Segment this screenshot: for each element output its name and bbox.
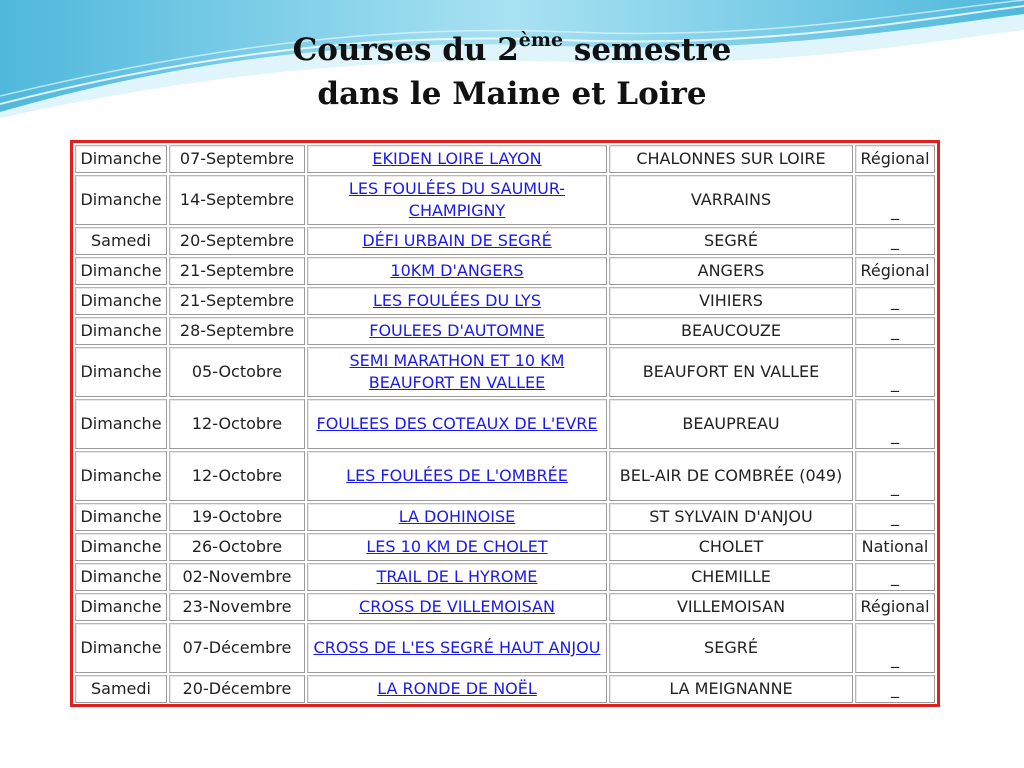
cell-level: _ — [855, 451, 935, 501]
table-row — [75, 175, 935, 225]
cell-race-name — [307, 451, 607, 501]
cell-place: LA MEIGNANNE — [609, 675, 853, 703]
cell-date: 07-Septembre — [169, 145, 305, 173]
title-line-2: dans le Maine et Loire — [317, 76, 707, 112]
cell-level: _ — [855, 399, 935, 449]
cell-date: 14-Septembre — [169, 175, 305, 225]
cell-day: Samedi — [75, 675, 167, 703]
cell-day: Dimanche — [75, 145, 167, 173]
cell-day: Samedi — [75, 227, 167, 255]
cell-race-name — [307, 533, 607, 561]
race-link[interactable]: LES 10 KM DE CHOLET — [366, 537, 548, 556]
cell-race-name — [307, 399, 607, 449]
race-link[interactable]: CROSS DE L'ES SEGRÉ HAUT ANJOU — [313, 638, 601, 657]
cell-day: Dimanche — [75, 503, 167, 531]
cell-date: 26-Octobre — [169, 533, 305, 561]
table-row — [75, 317, 935, 345]
cell-place: SEGRÉ — [609, 623, 853, 673]
cell-level: _ — [855, 317, 935, 345]
cell-level: Régional — [855, 257, 935, 285]
cell-place: CHOLET — [609, 533, 853, 561]
table-row — [75, 399, 935, 449]
cell-place: SEGRÉ — [609, 227, 853, 255]
cell-place: BEAUPREAU — [609, 399, 853, 449]
table-row — [75, 675, 935, 703]
cell-place: VARRAINS — [609, 175, 853, 225]
table-row — [75, 257, 935, 285]
cell-day: Dimanche — [75, 317, 167, 345]
cell-level: _ — [855, 175, 935, 225]
cell-date: 28-Septembre — [169, 317, 305, 345]
race-link[interactable]: FOULEES DES COTEAUX DE L'EVRE — [316, 414, 598, 433]
cell-race-name — [307, 563, 607, 591]
race-link[interactable]: CROSS DE VILLEMOISAN — [359, 597, 555, 616]
cell-date: 05-Octobre — [169, 347, 305, 397]
cell-date: 19-Octobre — [169, 503, 305, 531]
race-link[interactable]: LA RONDE DE NOËL — [377, 679, 537, 698]
cell-place: BEAUCOUZE — [609, 317, 853, 345]
cell-place: BEAUFORT EN VALLEE — [609, 347, 853, 397]
race-link[interactable]: SEMI MARATHON ET 10 KM BEAUFORT EN VALLEE — [349, 351, 565, 392]
cell-day: Dimanche — [75, 399, 167, 449]
cell-race-name — [307, 287, 607, 315]
cell-day: Dimanche — [75, 563, 167, 591]
table-row — [75, 287, 935, 315]
cell-day: Dimanche — [75, 533, 167, 561]
cell-place: CHALONNES SUR LOIRE — [609, 145, 853, 173]
table-row — [75, 451, 935, 501]
cell-level: Régional — [855, 593, 935, 621]
cell-date: 23-Novembre — [169, 593, 305, 621]
table-row — [75, 533, 935, 561]
table-row — [75, 347, 935, 397]
race-link[interactable]: DÉFI URBAIN DE SEGRÉ — [362, 231, 552, 250]
cell-day: Dimanche — [75, 593, 167, 621]
cell-race-name — [307, 623, 607, 673]
table-row — [75, 145, 935, 173]
cell-place: ANGERS — [609, 257, 853, 285]
table-row — [75, 563, 935, 591]
race-link[interactable]: LES FOULÉES DU LYS — [373, 291, 541, 310]
races-table — [73, 143, 937, 705]
cell-race-name — [307, 503, 607, 531]
cell-race-name — [307, 227, 607, 255]
cell-level: Régional — [855, 145, 935, 173]
race-link[interactable]: LA DOHINOISE — [398, 507, 516, 526]
table-row — [75, 623, 935, 673]
cell-date: 02-Novembre — [169, 563, 305, 591]
table-row — [75, 227, 935, 255]
cell-place: BEL-AIR DE COMBRÉE (049) — [609, 451, 853, 501]
cell-race-name — [307, 175, 607, 225]
race-link[interactable]: LES FOULÉES DE L'OMBRÉE — [346, 466, 568, 485]
cell-day: Dimanche — [75, 347, 167, 397]
cell-day: Dimanche — [75, 175, 167, 225]
cell-day: Dimanche — [75, 257, 167, 285]
cell-race-name — [307, 675, 607, 703]
cell-race-name — [307, 145, 607, 173]
slide-title — [0, 28, 1024, 116]
race-link[interactable]: 10KM D'ANGERS — [390, 261, 524, 280]
table-row — [75, 503, 935, 531]
cell-date: 21-Septembre — [169, 287, 305, 315]
title-line-1: Courses du 2ème semestre — [292, 29, 732, 68]
cell-place: VILLEMOISAN — [609, 593, 853, 621]
cell-place: CHEMILLE — [609, 563, 853, 591]
cell-level: _ — [855, 563, 935, 591]
cell-level: _ — [855, 675, 935, 703]
race-link[interactable]: FOULEES D'AUTOMNE — [369, 321, 545, 340]
race-link[interactable]: LES FOULÉES DU SAUMUR-CHAMPIGNY — [348, 179, 566, 220]
table-row — [75, 593, 935, 621]
cell-day: Dimanche — [75, 623, 167, 673]
race-link[interactable]: EKIDEN LOIRE LAYON — [372, 149, 542, 168]
cell-race-name — [307, 347, 607, 397]
cell-level: _ — [855, 503, 935, 531]
cell-race-name — [307, 593, 607, 621]
cell-date: 12-Octobre — [169, 451, 305, 501]
cell-level: National — [855, 533, 935, 561]
cell-place: ST SYLVAIN D'ANJOU — [609, 503, 853, 531]
cell-level: _ — [855, 347, 935, 397]
cell-date: 07-Décembre — [169, 623, 305, 673]
cell-level: _ — [855, 227, 935, 255]
cell-day: Dimanche — [75, 451, 167, 501]
cell-date: 21-Septembre — [169, 257, 305, 285]
cell-level: _ — [855, 287, 935, 315]
cell-place: VIHIERS — [609, 287, 853, 315]
race-link[interactable]: TRAIL DE L HYROME — [376, 567, 538, 586]
cell-date: 20-Décembre — [169, 675, 305, 703]
cell-level: _ — [855, 623, 935, 673]
cell-date: 20-Septembre — [169, 227, 305, 255]
cell-day: Dimanche — [75, 287, 167, 315]
cell-date: 12-Octobre — [169, 399, 305, 449]
cell-race-name — [307, 257, 607, 285]
cell-race-name — [307, 317, 607, 345]
races-table-frame — [70, 140, 940, 707]
